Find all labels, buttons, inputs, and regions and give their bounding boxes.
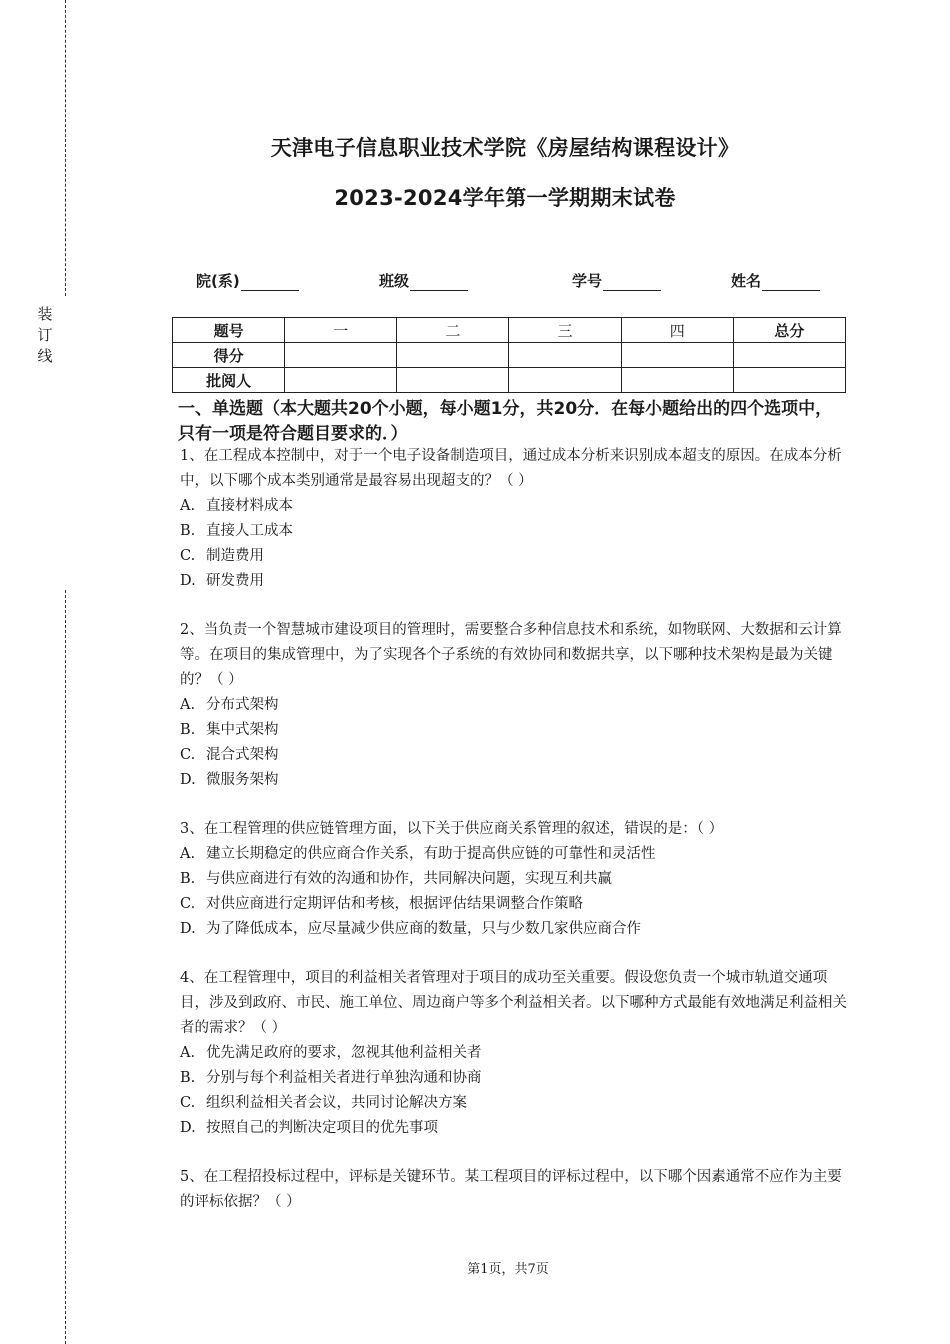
option-letter: C. <box>180 548 196 564</box>
option-text: 建立长期稳定的供应商合作关系，有助于提高供应链的可靠性和灵活性 <box>206 846 656 862</box>
score-cell[interactable] <box>285 343 397 368</box>
option-text: 组织利益相关者会议，共同讨论解决方案 <box>206 1095 467 1111</box>
option-c[interactable] <box>180 743 852 768</box>
question-2 <box>180 618 852 793</box>
info-name-blank[interactable] <box>762 274 820 291</box>
option-text: 混合式架构 <box>206 747 279 763</box>
option-letter: D. <box>180 1120 196 1136</box>
question-spacer <box>180 594 852 618</box>
score-cell[interactable] <box>621 343 733 368</box>
question-5 <box>180 1165 852 1215</box>
info-student-id-label: 学号 <box>572 272 603 290</box>
score-row-label: 得分 <box>173 343 285 368</box>
score-header-cell: 四 <box>621 318 733 343</box>
option-letter: A. <box>180 1045 196 1061</box>
question-4 <box>180 966 852 1141</box>
info-name <box>731 270 820 291</box>
option-letter: A. <box>180 498 196 514</box>
score-header-cell: 一 <box>285 318 397 343</box>
option-text: 集中式架构 <box>206 722 279 738</box>
question-spacer <box>180 793 852 817</box>
score-cell[interactable] <box>285 368 397 393</box>
question-stem: 1、在工程成本控制中，对于一个电子设备制造项目，通过成本分析来识别成本超支的原因。在成本分析中，以下哪个成本类别通常是最容易出现超支的？（ ） <box>180 448 842 489</box>
info-class-blank[interactable] <box>410 274 468 291</box>
score-table <box>172 317 846 393</box>
option-text: 直接材料成本 <box>206 498 293 514</box>
info-department <box>196 270 299 291</box>
option-letter: B. <box>180 523 196 539</box>
binding-dashed-line-bottom <box>65 590 66 1344</box>
score-cell[interactable] <box>509 343 621 368</box>
question-stem: 3、在工程管理的供应链管理方面，以下关于供应商关系管理的叙述，错误的是：（ ） <box>180 821 724 837</box>
option-c[interactable] <box>180 892 852 917</box>
option-text: 按照自己的判断决定项目的优先事项 <box>206 1120 438 1136</box>
option-text: 为了降低成本，应尽量减少供应商的数量，只与少数几家供应商合作 <box>206 921 641 937</box>
score-row-label: 批阅人 <box>173 368 285 393</box>
student-info-row <box>0 270 950 294</box>
option-text: 分别与每个利益相关者进行单独沟通和协商 <box>206 1070 482 1086</box>
info-class <box>379 270 468 291</box>
score-cell[interactable] <box>397 343 509 368</box>
option-letter: B. <box>180 871 196 887</box>
score-cell[interactable] <box>733 368 845 393</box>
option-text: 直接人工成本 <box>206 523 293 539</box>
binding-margin-label: 装订线 <box>37 305 53 365</box>
question-3 <box>180 817 852 942</box>
score-table-header-row <box>173 318 846 343</box>
option-text: 微服务架构 <box>206 772 279 788</box>
option-text: 制造费用 <box>206 548 264 564</box>
option-letter: D. <box>180 921 196 937</box>
option-d[interactable] <box>180 768 852 793</box>
option-d[interactable] <box>180 1116 852 1141</box>
score-cell[interactable] <box>733 343 845 368</box>
question-stem: 4、在工程管理中，项目的利益相关者管理对于项目的成功至关重要。假设您负责一个城市轨道交通项目，涉及到政府、市民、施工单位、周边商户等多个利益相关者。以下哪种方式最能有效地满足利益相关者的需求？（ ） <box>180 970 847 1036</box>
option-letter: B. <box>180 722 196 738</box>
info-name-label: 姓名 <box>731 272 762 290</box>
option-text: 分布式架构 <box>206 697 279 713</box>
option-letter: C. <box>180 747 196 763</box>
option-a[interactable] <box>180 494 852 519</box>
option-text: 优先满足政府的要求，忽视其他利益相关者 <box>206 1045 482 1061</box>
score-cell[interactable] <box>397 368 509 393</box>
info-class-label: 班级 <box>379 272 410 290</box>
score-header-cell: 二 <box>397 318 509 343</box>
question-1 <box>180 444 852 594</box>
option-text: 对供应商进行定期评估和考核，根据评估结果调整合作策略 <box>206 896 583 912</box>
exam-title-line2: 2023-2024学年第一学期期末试卷 <box>334 186 676 210</box>
question-stem: 5、在工程招投标过程中，评标是关键环节。某工程项目的评标过程中，以下哪个因素通常不应作为主要的评标依据？（ ） <box>180 1169 842 1210</box>
info-student-id <box>572 270 661 291</box>
score-header-cell: 三 <box>509 318 621 343</box>
score-table-row <box>173 368 846 393</box>
option-a[interactable] <box>180 1041 852 1066</box>
question-spacer <box>180 942 852 966</box>
info-student-id-blank[interactable] <box>603 274 661 291</box>
question-list <box>180 444 852 1215</box>
option-b[interactable] <box>180 867 852 892</box>
option-letter: A. <box>180 846 196 862</box>
score-header-cell: 题号 <box>173 318 285 343</box>
option-text: 研发费用 <box>206 573 264 589</box>
option-d[interactable] <box>180 917 852 942</box>
page-number: 第1页，共7页 <box>467 1262 549 1277</box>
option-b[interactable] <box>180 718 852 743</box>
option-letter: C. <box>180 1095 196 1111</box>
score-cell[interactable] <box>509 368 621 393</box>
score-cell[interactable] <box>621 368 733 393</box>
option-a[interactable] <box>180 842 852 867</box>
option-b[interactable] <box>180 1066 852 1091</box>
info-department-blank[interactable] <box>241 274 299 291</box>
option-c[interactable] <box>180 544 852 569</box>
option-letter: B. <box>180 1070 196 1086</box>
score-table-row <box>173 343 846 368</box>
option-text: 与供应商进行有效的沟通和协作，共同解决问题，实现互利共赢 <box>206 871 612 887</box>
option-b[interactable] <box>180 519 852 544</box>
score-header-cell: 总分 <box>733 318 845 343</box>
option-a[interactable] <box>180 693 852 718</box>
option-letter: C. <box>180 896 196 912</box>
info-department-label: 院(系) <box>196 272 240 290</box>
question-stem: 2、当负责一个智慧城市建设项目的管理时，需要整合多种信息技术和系统，如物联网、大数据和云计算等。在项目的集成管理中，为了实现各个子系统的有效协同和数据共享，以下哪种技术架构是最为关键的？（ ） <box>180 622 842 688</box>
option-letter: A. <box>180 697 196 713</box>
section-heading: 一、单选题（本大题共20个小题，每小题1分，共20分．在每小题给出的四个选项中，只有一项是符合题目要求的．） <box>178 399 833 444</box>
option-letter: D. <box>180 573 196 589</box>
option-d[interactable] <box>180 569 852 594</box>
exam-title-line1: 天津电子信息职业技术学院《房屋结构课程设计》 <box>270 136 740 160</box>
option-letter: D. <box>180 772 196 788</box>
option-c[interactable] <box>180 1091 852 1116</box>
question-spacer <box>180 1141 852 1165</box>
